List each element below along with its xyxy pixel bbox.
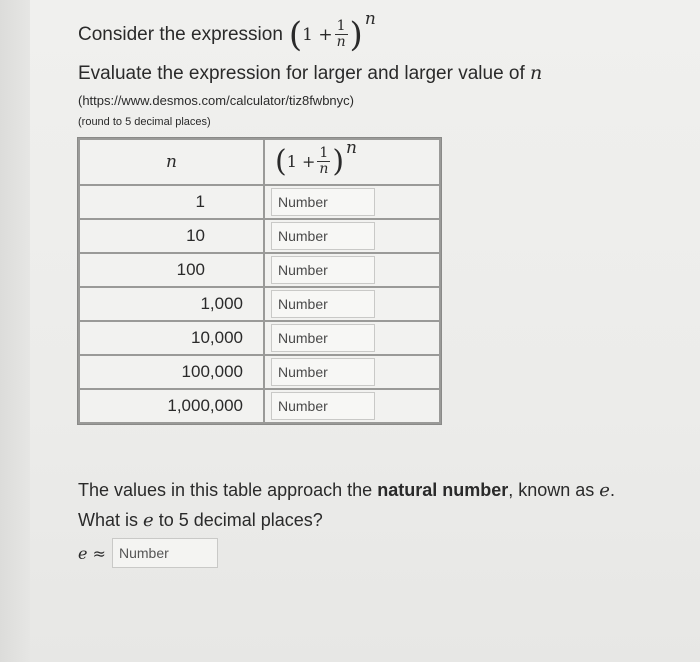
- table-row: [80, 288, 439, 320]
- e-answer-input[interactable]: Number: [112, 538, 218, 568]
- table-row: [80, 356, 439, 388]
- number-input[interactable]: Number: [271, 324, 375, 352]
- table-row: [80, 186, 439, 218]
- expr-numerator: 1: [336, 18, 346, 35]
- number-input[interactable]: Number: [271, 290, 375, 318]
- header-n: n: [80, 140, 263, 184]
- row-n-value: 100,000: [80, 356, 263, 388]
- number-input[interactable]: Number: [271, 358, 375, 386]
- values-table: [77, 137, 442, 425]
- answer-row: [78, 538, 218, 568]
- table-row: [80, 220, 439, 252]
- evaluate-instruction: [78, 62, 542, 85]
- expr-exponent: n: [364, 9, 376, 29]
- row-n-value: 1,000,000: [80, 390, 263, 422]
- row-n-value: 10,000: [80, 322, 263, 354]
- number-input[interactable]: Number: [271, 392, 375, 420]
- evaluate-text: Evaluate the expression for larger and larger value of: [78, 63, 525, 84]
- table-row: [80, 390, 439, 422]
- table-row: [80, 254, 439, 286]
- row-n-value: 1,000: [80, 288, 263, 320]
- row-n-value: 100: [80, 254, 263, 286]
- intro-text: Consider the expression: [78, 24, 283, 45]
- table-header-row: [80, 140, 439, 184]
- expr-base: 1 +: [302, 25, 333, 45]
- natural-number-bold: natural number: [377, 480, 509, 500]
- row-n-value: 1: [80, 186, 263, 218]
- desmos-link[interactable]: (https://www.desmos.com/calculator/tiz8fwbnyc): [78, 93, 354, 108]
- row-n-value: 10: [80, 220, 263, 252]
- table-row: [80, 322, 439, 354]
- intro-line: [78, 9, 376, 55]
- expr-close-paren: ): [349, 15, 363, 55]
- expr-fraction: [335, 19, 348, 50]
- e-approx-label: e ≈: [78, 543, 106, 563]
- expr-denominator: n: [336, 34, 346, 51]
- question-text: What is e to 5 decimal places?: [78, 510, 323, 531]
- number-input[interactable]: Number: [271, 222, 375, 250]
- number-input[interactable]: Number: [271, 256, 375, 284]
- expr-open-paren: (: [288, 15, 303, 55]
- intro-expression: [288, 9, 376, 55]
- approach-statement: The values in this table approach the natural number, known as e.: [78, 480, 615, 501]
- left-margin-strip: [0, 0, 30, 662]
- number-input[interactable]: Number: [271, 188, 375, 216]
- rounding-note: (round to 5 decimal places): [78, 116, 211, 128]
- evaluate-var: n: [530, 62, 543, 84]
- header-expression: ( 1 + $\frac{1}{n}$ ) n: [265, 140, 439, 184]
